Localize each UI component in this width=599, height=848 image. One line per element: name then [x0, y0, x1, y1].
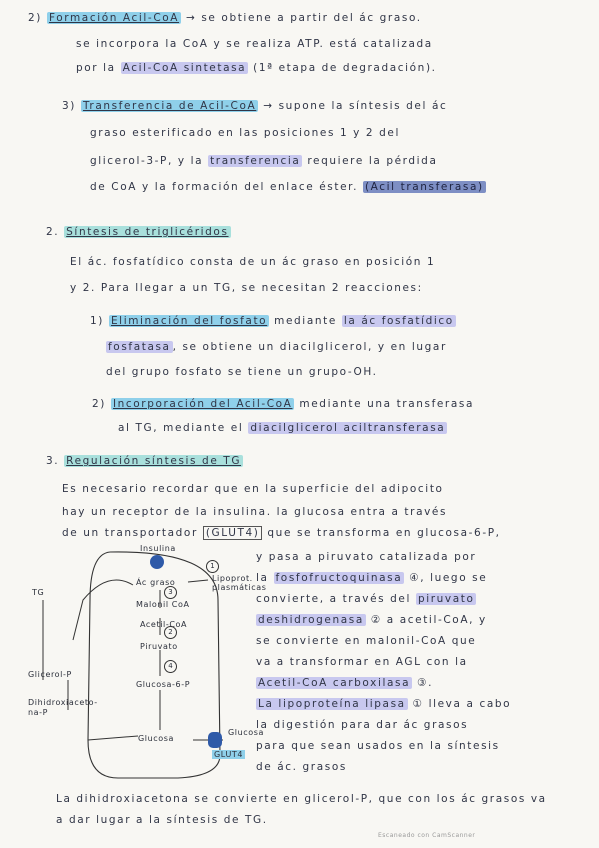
reaction-term: Eliminación del fosfato [110, 315, 268, 327]
section-number: 3. [46, 455, 60, 467]
reaction-1-line-2 [106, 341, 447, 353]
scanner-footer: Escaneado con CamScanner [378, 832, 476, 839]
item-number: 3) [62, 100, 76, 112]
glucose-label: Glucosa [138, 734, 175, 743]
text-part: , se obtiene un diacilglicerol, y en lugar [172, 341, 447, 353]
fatty-acid-label: Ác graso [136, 578, 176, 587]
enzyme-name: La lipoproteína lipasa [258, 698, 406, 710]
enzyme-name: la ác fosfatídico [343, 315, 454, 327]
text-part: de CoA y la formación del enlace éster. [90, 181, 359, 193]
highlight-term: transferencia [210, 155, 301, 167]
step-2-marker: 2 [164, 626, 177, 639]
adipocyte-diagram [28, 540, 267, 785]
section-3-heading [46, 455, 243, 467]
reaction-number: 2) [92, 398, 106, 410]
section-title: Regulación síntesis de TG [66, 455, 242, 467]
section-2-heading [46, 226, 231, 238]
text-part: mediante [274, 315, 337, 327]
glycerol-label: Glicerol-P [28, 670, 72, 679]
step-1-marker: 1 [206, 560, 219, 573]
enzyme-name: (Acil transferasa) [364, 181, 484, 193]
text-part: glicerol-3-P, y la [90, 155, 204, 167]
right-line-4 [256, 614, 487, 626]
text-part: por la [76, 62, 116, 74]
enzyme-name: Acetil-CoA carboxilasa [258, 677, 411, 689]
item-2-line-1 [28, 12, 422, 24]
text-part: ④, luego se [409, 572, 488, 584]
item-number: 2) [28, 12, 42, 24]
text-part: requiere la pérdida [307, 155, 438, 167]
enzyme-name: deshidrogenasa [258, 614, 364, 626]
item-term: Transferencia de Acil-CoA [82, 100, 257, 112]
enzyme-name: piruvato [417, 593, 475, 605]
right-line-11: de ác. grasos [256, 761, 347, 773]
item-3-line-1 [62, 100, 447, 112]
section-number: 2. [46, 226, 60, 238]
item-text: → se obtiene a partir del ác graso. [186, 12, 422, 24]
right-line-7 [256, 677, 433, 689]
final-line-2: a dar lugar a la síntesis de TG. [56, 814, 268, 826]
section-2-line-2: y 2. Para llegar a un TG, se necesitan 2 reacciones: [70, 282, 423, 294]
text-part: al TG, mediante el [118, 422, 244, 434]
right-line-5: se convierte en malonil-CoA que [256, 635, 477, 647]
right-line-3 [256, 593, 476, 605]
text-part: que se transforma en glucosa-6-P, [267, 527, 501, 539]
reaction-1-line-3: del grupo fosfato se tiene un grupo-OH. [106, 366, 378, 378]
item-3-line-4 [90, 181, 486, 193]
reaction-term: Incorporación del Acil-CoA [112, 398, 293, 410]
text-part: ② a acetil-CoA, y [370, 614, 487, 626]
step-3-marker: 3 [164, 586, 177, 599]
reaction-number: 1) [90, 315, 104, 327]
right-line-6: va a transformar en AGL con la [256, 656, 468, 668]
section-3-line-2: hay un receptor de la insulina. la glucosa entra a través [62, 506, 448, 518]
text-part: ③. [417, 677, 434, 689]
final-line-1: La dihidroxiacetona se convierte en glicerol-P, que con los ác grasos va [56, 793, 547, 805]
section-3-line-3 [62, 527, 501, 539]
right-line-1: y pasa a piruvato catalizada por [256, 551, 477, 563]
dhap-label: Dihidroxiaceto-na-P [28, 698, 98, 717]
section-3-line-1: Es necesario recordar que en la superficie del adipocito [62, 483, 444, 495]
enzyme-name: fosfatasa [108, 341, 171, 353]
item-text: → supone la síntesis del ác [263, 100, 448, 112]
reaction-1-line-1 [90, 315, 456, 327]
item-3-line-2: graso esterificado en las posiciones 1 y 2 del [90, 127, 400, 139]
g6p-label: Glucosa-6-P [136, 680, 191, 689]
external-glucose-label: Glucosa [228, 728, 265, 737]
lipoprotein-label: Lipoprot. plasmáticas [212, 574, 267, 592]
right-line-9: la digestión para dar ác grasos [256, 719, 469, 731]
section-2-line-1: El ác. fosfatídico consta de un ác graso en posición 1 [70, 256, 436, 268]
item-2-line-2: se incorpora la CoA y se realiza ATP. está catalizada [76, 38, 433, 50]
glut4-transporter-icon [208, 732, 222, 748]
insulin-label: Insulina [140, 544, 176, 553]
insulin-receptor-icon [150, 555, 164, 569]
text-part: de un transportador [62, 527, 198, 539]
tg-label: TG [32, 588, 45, 597]
item-2-line-3 [76, 62, 437, 74]
section-title: Síntesis de triglicéridos [66, 226, 229, 238]
enzyme-name: fosfofructoquinasa [275, 572, 403, 584]
reaction-2-line-1 [92, 398, 474, 410]
item-3-line-3 [90, 155, 437, 167]
text-part: convierte, a través del [256, 593, 411, 605]
right-line-10: para que sean usados en la síntesis [256, 740, 500, 752]
enzyme-name: Acil-CoA sintetasa [122, 62, 247, 74]
acetyl-label: Acetil-CoA [140, 620, 188, 629]
transporter-box: (GLUT4) [203, 526, 263, 540]
text-part: (1ª etapa de degradación). [253, 62, 437, 74]
right-line-8 [256, 698, 511, 710]
step-4-marker: 4 [164, 660, 177, 673]
item-term: Formación Acil-CoA [48, 12, 180, 24]
text-part: la [256, 572, 269, 584]
malonyl-label: Malonil CoA [136, 600, 190, 609]
pyruvate-label: Piruvato [140, 642, 178, 651]
right-line-2 [256, 572, 487, 584]
glut4-label: GLUT4 [214, 750, 244, 759]
enzyme-name: diacilglicerol aciltransferasa [250, 422, 446, 434]
text-part: mediante una transferasa [299, 398, 474, 410]
text-part: ① lleva a cabo [412, 698, 512, 710]
reaction-2-line-2 [118, 422, 447, 434]
